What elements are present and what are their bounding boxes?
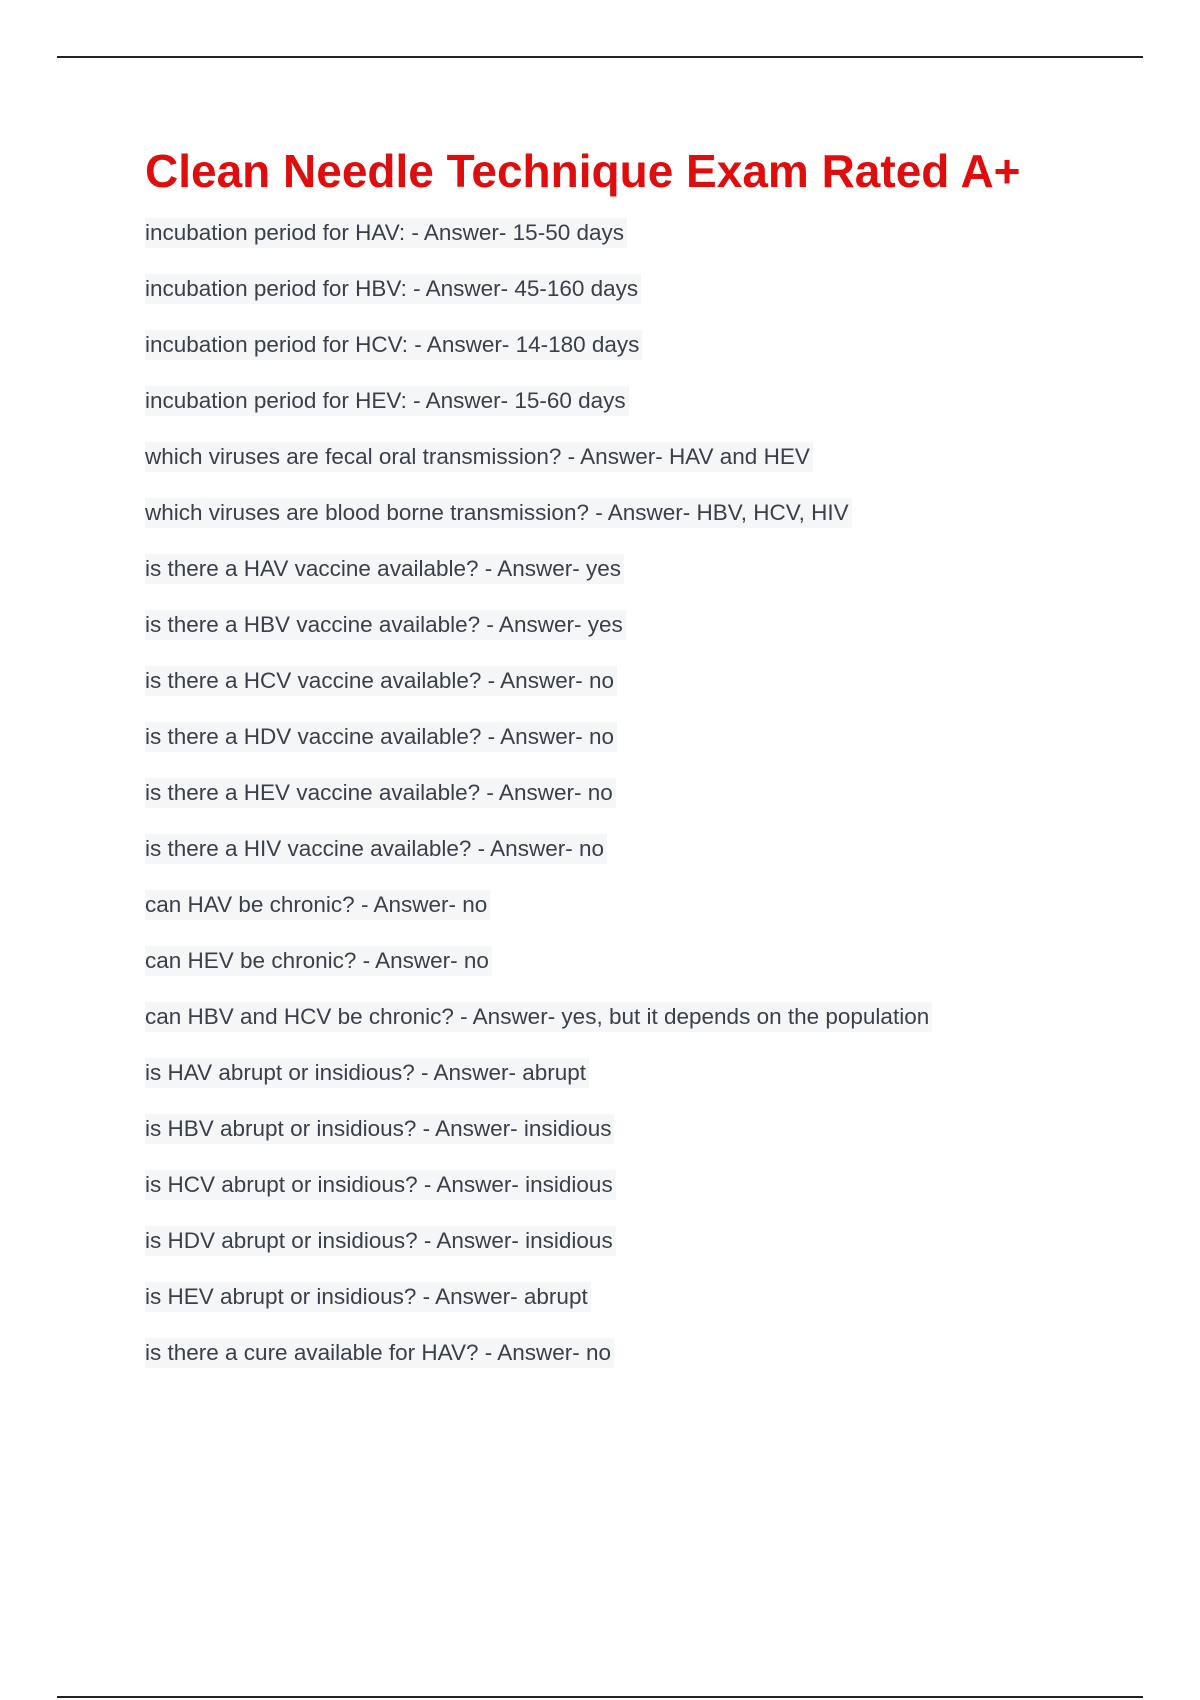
qa-item: [145, 1226, 1045, 1282]
qa-item: [145, 274, 1045, 330]
qa-item: [145, 722, 1045, 778]
qa-item: [145, 778, 1045, 834]
qa-item: [145, 1002, 1045, 1058]
qa-item: [145, 218, 1045, 274]
qa-text: is HEV abrupt or insidious? - Answer- abrupt: [145, 1282, 591, 1312]
qa-text: is HDV abrupt or insidious? - Answer- insidious: [145, 1226, 616, 1256]
top-divider: [57, 56, 1143, 58]
qa-item: [145, 554, 1045, 610]
qa-text: is HAV abrupt or insidious? - Answer- abrupt: [145, 1058, 589, 1088]
qa-text: is there a HCV vaccine available? - Answer- no: [145, 666, 617, 696]
qa-text: is there a HBV vaccine available? - Answer- yes: [145, 610, 626, 640]
qa-text: which viruses are fecal oral transmission? - Answer- HAV and HEV: [145, 442, 813, 472]
qa-text: incubation period for HBV: - Answer- 45-160 days: [145, 274, 641, 304]
qa-text: incubation period for HEV: - Answer- 15-60 days: [145, 386, 629, 416]
qa-text: is HBV abrupt or insidious? - Answer- insidious: [145, 1114, 614, 1144]
qa-text: can HAV be chronic? - Answer- no: [145, 890, 490, 920]
qa-text: is there a HEV vaccine available? - Answer- no: [145, 778, 616, 808]
qa-item: [145, 442, 1045, 498]
qa-item: [145, 834, 1045, 890]
qa-item: [145, 1170, 1045, 1226]
bottom-divider: [57, 1696, 1143, 1698]
qa-item: [145, 890, 1045, 946]
qa-item: [145, 1282, 1045, 1338]
qa-text: is HCV abrupt or insidious? - Answer- insidious: [145, 1170, 616, 1200]
qa-item: [145, 946, 1045, 1002]
qa-item: [145, 386, 1045, 442]
qa-text: is there a HDV vaccine available? - Answer- no: [145, 722, 617, 752]
qa-text: incubation period for HCV: - Answer- 14-180 days: [145, 330, 642, 360]
qa-item: [145, 1338, 1045, 1394]
document-title: Clean Needle Technique Exam Rated A+: [145, 145, 1021, 197]
qa-list: [145, 218, 1045, 1394]
qa-text: is there a cure available for HAV? - Answer- no: [145, 1338, 614, 1368]
qa-text: incubation period for HAV: - Answer- 15-50 days: [145, 218, 627, 248]
document-body: [145, 144, 1045, 1394]
qa-item: [145, 666, 1045, 722]
qa-item: [145, 1114, 1045, 1170]
qa-item: [145, 1058, 1045, 1114]
qa-item: [145, 498, 1045, 554]
qa-text: is there a HIV vaccine available? - Answer- no: [145, 834, 607, 864]
qa-text: is there a HAV vaccine available? - Answer- yes: [145, 554, 624, 584]
qa-item: [145, 330, 1045, 386]
qa-text: which viruses are blood borne transmission? - Answer- HBV, HCV, HIV: [145, 498, 852, 528]
qa-item: [145, 610, 1045, 666]
qa-text: can HBV and HCV be chronic? - Answer- yes, but it depends on the population: [145, 1002, 932, 1032]
qa-text: can HEV be chronic? - Answer- no: [145, 946, 492, 976]
